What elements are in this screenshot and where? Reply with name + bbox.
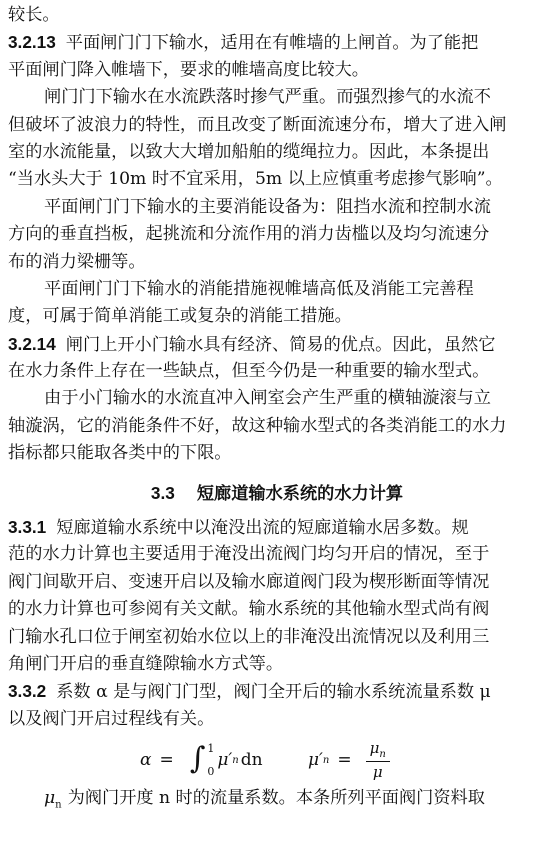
paragraph-line: 室的水流能量，以致大大增加船舶的缆绳拉力。因此，本条提出 [8,141,490,162]
paragraph-line: 布的消力梁栅等。 [8,251,146,272]
paragraph-line: 以及阀门开启过程线有关。 [8,708,215,729]
clause-number: 3.3.2 [8,681,47,702]
alpha-integral-formula: α = ∫ 1 0 μ′ n dn [140,741,263,779]
paragraph-line: 由于小门输水的水流直冲入闸室会产生严重的横轴漩滚与立 [44,388,491,409]
clause-number: 3.3.1 [8,517,47,538]
clause-3-3-2-line-1: 3.3.2 系数 α 是与阀门门型，阀门全开后的输水系统流量系数 μ [8,681,491,703]
paragraph-line: 阀门间歇开启、变速开启以及输水廊道阀门段为楔形断面等情况 [8,571,490,592]
clause-3-2-13-line-2: 平面闸门降入帷墙下，要求的帷墙高度比较大。 [8,59,369,80]
integral-sign-icon: ∫ [189,741,206,777]
clause-3-3-1-line-1: 3.3.1 短廊道输水系统中以淹没出流的短廊道输水居多数。规 [8,517,469,539]
clause-number: 3.2.14 [8,333,56,354]
clause-3-2-14-line-1: 3.2.14 闸门上开小门输水具有经济、简易的优点。因此，虽然它 [8,333,496,355]
paragraph-line: 平面闸门门下输水的消能措施视帷墙高低及消能工完善程 [44,278,474,299]
paragraph-line: 度，可属于简单消能工或复杂的消能工措施。 [8,306,352,327]
paragraph-line: “当水头大于 10m 时不宜采用，5m 以上应慎重考虑掺气影响”。 [8,169,503,190]
paragraph-line: 在水力条件上存在一些缺点，但至今仍是一种重要的输水型式。 [8,361,490,382]
paragraph-line: 平面闸门门下输水的主要消能设备为：阻挡水流和控制水流 [44,196,491,217]
paragraph-line: 指标都只能取各类中的下限。 [8,443,232,464]
paragraph-line: 轴漩涡，它的消能条件不好，故这种输水型式的各类消能工的水力 [8,415,507,436]
paragraph-line: 范的水力计算也主要适用于淹没出流阀门均匀开启的情况，至于 [8,544,490,565]
fraction: $\frac{\mu_n}{\mu}$ [366,739,390,781]
formula-block [8,735,546,785]
paragraph-line: 但破坏了波浪力的特性，而且改变了断面流速分布，增大了进入闸 [8,114,507,135]
intro-tail: 较长。 [8,5,60,25]
section-number: 3.3 [150,482,175,503]
paragraph-line: 闸门门下输水在水流跌落时掺气严重。而强烈掺气的水流不 [44,87,491,108]
section-title: 短廊道输水系统的水力计算 [196,483,404,504]
clause-3-2-13-line-1: 3.2.13 平面闸门门下输水，适用在有帷墙的上闸首。为了能把 [8,32,479,54]
paragraph-line: 角闸门开启的垂直缝隙输水方式等。 [8,653,284,674]
paragraph-line: 方向的垂直挡板，起挑流和分流作用的消力齿槛以及均匀流速分 [8,224,490,245]
paragraph-line: 的水力计算也可参阅有关文献。输水系统的其他输水型式尚有阀 [8,599,490,620]
last-line: $\mu_n$ 为阀门开度 n 时的流量系数。本条所列平面阀门资料取 [44,788,485,811]
paragraph-line: 门输水孔口位于闸室初始水位以上的非淹没出流情况以及利用三 [8,626,490,647]
section-heading [8,480,546,507]
mu-prime-formula: μ′ n = $\frac{\mu_n}{\mu}$ [308,739,390,781]
integral-limits: 1 0 [207,742,215,779]
clause-number: 3.2.13 [8,32,56,53]
